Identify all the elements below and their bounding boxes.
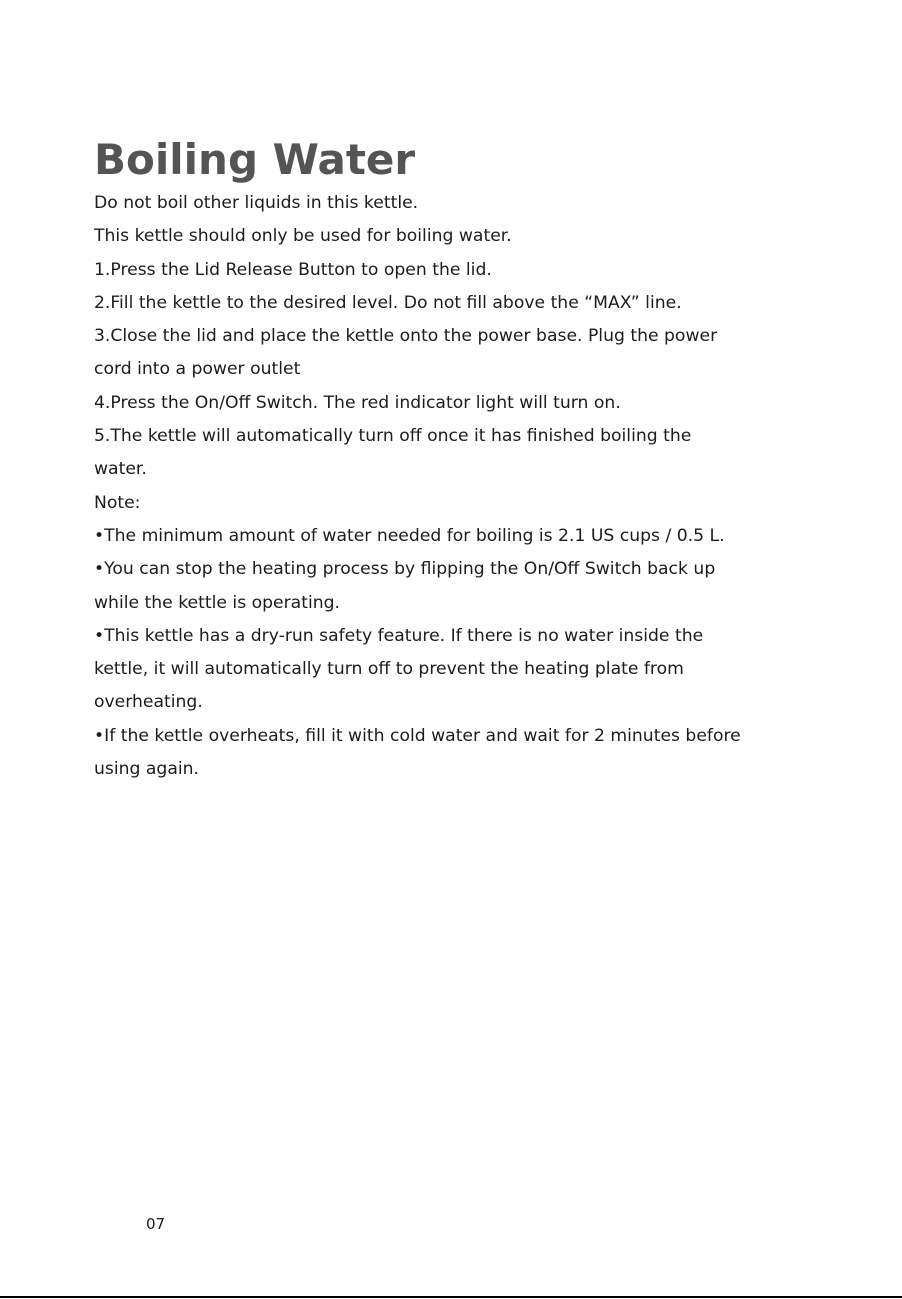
step-3-line-1: 3.Close the lid and place the kettle onto the power base. Plug the power bbox=[94, 326, 718, 347]
step-4: 4.Press the On/Off Switch. The red indicator light will turn on. bbox=[94, 392, 621, 413]
note-bullet-4-line-2: using again. bbox=[94, 759, 199, 780]
note-heading: Note: bbox=[94, 492, 141, 513]
page-title: Boiling Water bbox=[94, 135, 416, 184]
note-bullet-3-line-2: kettle, it will automatically turn off to prevent the heating plate from bbox=[94, 659, 684, 680]
bottom-divider bbox=[0, 1296, 902, 1298]
step-2: 2.Fill the kettle to the desired level. Do not fill above the “MAX” line. bbox=[94, 292, 682, 313]
page-number: 07 bbox=[146, 1215, 166, 1233]
step-1: 1.Press the Lid Release Button to open the lid. bbox=[94, 259, 492, 280]
step-3-line-2: cord into a power outlet bbox=[94, 359, 301, 380]
step-5-line-1: 5.The kettle will automatically turn off once it has finished boiling the bbox=[94, 426, 692, 447]
note-bullet-2-line-2: while the kettle is operating. bbox=[94, 592, 340, 613]
instructions-body bbox=[94, 187, 854, 786]
note-bullet-3-line-3: overheating. bbox=[94, 692, 203, 713]
step-5-line-2: water. bbox=[94, 459, 147, 480]
warning-line: Do not boil other liquids in this kettle. bbox=[94, 193, 419, 213]
note-bullet-3-line-1: •This kettle has a dry-run safety feature. If there is no water inside the bbox=[94, 625, 704, 646]
note-bullet-2-line-1: •You can stop the heating process by flipping the On/Off Switch back up bbox=[94, 559, 716, 580]
note-bullet-4-line-1: •If the kettle overheats, fill it with cold water and wait for 2 minutes before bbox=[94, 725, 741, 746]
note-bullet-1: •The minimum amount of water needed for boiling is 2.1 US cups / 0.5 L. bbox=[94, 525, 725, 546]
usage-line: This kettle should only be used for boiling water. bbox=[94, 226, 512, 247]
